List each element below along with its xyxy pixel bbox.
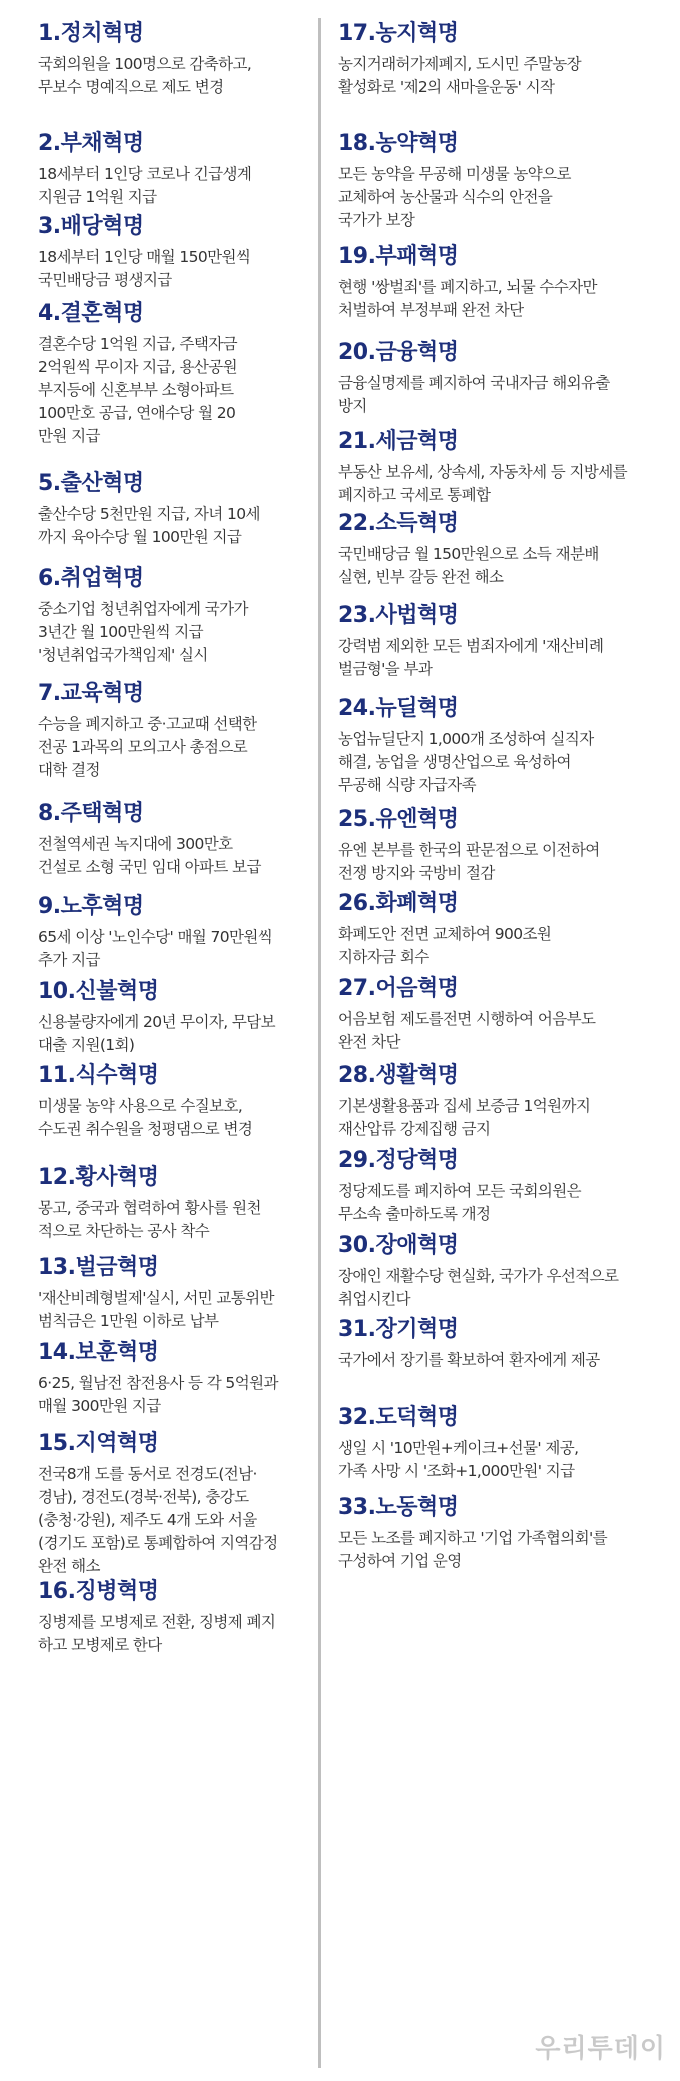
pledge-description: 18세부터 1인당 매월 150만원씩 국민배당금 평생지급 [38, 248, 251, 289]
pledge-item [338, 339, 668, 418]
pledge-title: 19.부패혁명 [338, 244, 459, 269]
pledge-description: 신용불량자에게 20년 무이자, 무담보 대출 지원(1회) [38, 1013, 276, 1054]
pledge-item [38, 1578, 308, 1657]
pledge-title: 8.주택혁명 [38, 801, 144, 826]
pledge-item [38, 1164, 308, 1243]
pledge-title: 11.식수혁명 [38, 1063, 159, 1088]
pledge-description: 결혼수당 1억원 지급, 주택자금 2억원씩 무이자 지급, 용산공원 부지등에 신혼부부 소형아파트 100만호 공급, 연애수당 월 20 만원 지급 [38, 335, 238, 445]
pledge-item [38, 1339, 308, 1418]
pledge-title: 24.뉴딜혁명 [338, 696, 459, 721]
pledge-title: 31.장기혁명 [338, 1317, 459, 1342]
pledge-description: 국가에서 장기를 확보하여 환자에게 제공 [338, 1351, 600, 1369]
pledge-title: 15.지역혁명 [38, 1431, 159, 1456]
pledge-title: 18.농약혁명 [338, 131, 459, 156]
pledge-item [338, 1316, 668, 1372]
pledge-title: 32.도덕혁명 [338, 1405, 459, 1430]
pledge-title: 9.노후혁명 [38, 894, 144, 919]
pledge-item [338, 1062, 668, 1141]
pledge-item [38, 680, 308, 782]
pledge-title: 7.교육혁명 [38, 681, 144, 706]
pledge-description: 징병제를 모병제로 전환, 징병제 폐지 하고 모병제로 한다 [38, 1613, 276, 1654]
pledge-item [38, 470, 308, 549]
pledge-item [338, 243, 668, 322]
pledge-item [338, 1494, 668, 1573]
pledge-description: 18세부터 1인당 코로나 긴급생계 지원금 1억원 지급 [38, 165, 252, 206]
pledge-item [338, 602, 668, 681]
pledge-title: 3.배당혁명 [38, 214, 144, 239]
pledge-description: 65세 이상 '노인수당' 매월 70만원씩 추가 지급 [38, 928, 273, 969]
watermark-logo: 우리투데이 [535, 2034, 666, 2064]
pledge-description: 중소기업 청년취업자에게 국가가 3년간 월 100만원씩 지급 '청년취업국가책임제' 실시 [38, 600, 248, 664]
pledge-item [338, 1232, 668, 1311]
pledge-description: 어음보험 제도를전면 시행하여 어음부도 완전 차단 [338, 1010, 596, 1051]
pledge-description: 농지거래허가제폐지, 도시민 주말농장 활성화로 '제2의 새마을운동' 시작 [338, 55, 581, 96]
pledge-title: 14.보훈혁명 [38, 1340, 159, 1365]
pledge-title: 16.징병혁명 [38, 1579, 159, 1604]
pledge-item [338, 695, 668, 797]
pledge-item [38, 300, 308, 448]
pledge-title: 10.신불혁명 [38, 979, 159, 1004]
pledge-description: 농업뉴딜단지 1,000개 조성하여 실직자 해결, 농업을 생명산업으로 육성하여 무공해 식량 자급자족 [338, 730, 594, 794]
pledge-description: 정당제도를 폐지하여 모든 국회의원은 무소속 출마하도록 개정 [338, 1182, 581, 1223]
pledge-description: 출산수당 5천만원 지급, 자녀 10세 까지 육아수당 월 100만원 지급 [38, 505, 260, 546]
pledge-description: 전국8개 도를 동서로 전경도(전남· 경남), 경전도(경북·전북), 충강도 (충청·강원), 제주도 4개 도와 서울 (경기도 포함)로 통폐합하여 지역감정 완전 해소 [38, 1465, 278, 1575]
pledge-description: 모든 농약을 무공해 미생물 농약으로 교체하여 농산물과 식수의 안전을 국가가 보장 [338, 165, 571, 229]
pledge-item [338, 130, 668, 232]
pledge-item [38, 130, 308, 209]
pledge-description: 생일 시 '10만원+케이크+선물' 제공, 가족 사망 시 '조화+1,000만원' 지급 [338, 1439, 579, 1480]
pledge-description: 전철역세권 녹지대에 300만호 건설로 소형 국민 임대 아파트 보급 [38, 835, 261, 876]
pledge-title: 22.소득혁명 [338, 511, 459, 536]
pledge-title: 27.어음혁명 [338, 976, 459, 1001]
pledge-description: 미생물 농약 사용으로 수질보호, 수도권 취수원을 청평댐으로 변경 [38, 1097, 253, 1138]
pledge-item [338, 1404, 668, 1483]
pledge-item [38, 20, 308, 99]
pledge-title: 20.금융혁명 [338, 340, 459, 365]
pledge-description: 국민배당금 월 150만원으로 소득 재분배 실현, 빈부 갈등 완전 해소 [338, 545, 599, 586]
pledge-item [38, 1062, 308, 1141]
pledge-title: 33.노동혁명 [338, 1495, 459, 1520]
pledge-description: 부동산 보유세, 상속세, 자동차세 등 지방세를 폐지하고 국세로 통폐합 [338, 463, 628, 504]
pledge-title: 1.정치혁명 [38, 21, 144, 46]
pledge-description: 모든 노조를 폐지하고 '기업 가족협의회'를 구성하여 기업 운영 [338, 1529, 607, 1570]
pledge-description: 화폐도안 전면 교체하여 900조원 지하자금 회수 [338, 925, 552, 966]
pledge-item [38, 893, 308, 972]
pledge-description: 수능을 폐지하고 중·고교때 선택한 전공 1과목의 모의고사 총점으로 대학 결정 [38, 715, 257, 779]
pledge-item [38, 213, 308, 292]
pledge-description: 몽고, 중국과 협력하여 황사를 원천 적으로 차단하는 공사 착수 [38, 1199, 261, 1240]
pledge-title: 4.결혼혁명 [38, 301, 144, 326]
pledge-description: 현행 '쌍벌죄'를 폐지하고, 뇌물 수수자만 처벌하여 부정부패 완전 차단 [338, 278, 597, 319]
pledge-item [338, 428, 668, 507]
pledge-description: 6·25, 월남전 참전용사 등 각 5억원과 매월 300만원 지급 [38, 1374, 278, 1415]
pledge-description: 금융실명제를 폐지하여 국내자금 해외유출 방지 [338, 374, 610, 415]
pledge-description: 기본생활용품과 집세 보증금 1억원까지 재산압류 강제집행 금지 [338, 1097, 591, 1138]
pledge-title: 30.장애혁명 [338, 1233, 459, 1258]
pledge-item [338, 510, 668, 589]
pledge-item [38, 800, 308, 879]
pledge-item [338, 806, 668, 885]
pledge-title: 5.출산혁명 [38, 471, 144, 496]
pledge-item [338, 890, 668, 969]
pledge-title: 23.사법혁명 [338, 603, 459, 628]
pledge-description: 강력범 제외한 모든 범죄자에게 '재산비례 벌금형'을 부과 [338, 637, 604, 678]
pledge-description: '재산비례형벌제'실시, 서민 교통위반 범칙금은 1만원 이하로 납부 [38, 1289, 274, 1330]
pledge-item [38, 978, 308, 1057]
pledge-title: 26.화폐혁명 [338, 891, 459, 916]
pledge-title: 29.정당혁명 [338, 1148, 459, 1173]
pledge-item [38, 1254, 308, 1333]
pledge-title: 25.유엔혁명 [338, 807, 459, 832]
pledge-description: 국회의원을 100명으로 감축하고, 무보수 명예직으로 제도 변경 [38, 55, 252, 96]
pledge-item [38, 1430, 308, 1578]
pledge-title: 2.부채혁명 [38, 131, 144, 156]
column-divider [318, 18, 321, 2068]
pledge-title: 28.생활혁명 [338, 1063, 459, 1088]
pledge-item [338, 975, 668, 1054]
pledge-description: 장애인 재활수당 현실화, 국가가 우선적으로 취업시킨다 [338, 1267, 619, 1308]
pledge-title: 12.황사혁명 [38, 1165, 159, 1190]
pledge-title: 21.세금혁명 [338, 429, 459, 454]
pledge-item [38, 565, 308, 667]
pledge-title: 17.농지혁명 [338, 21, 459, 46]
pledge-title: 13.벌금혁명 [38, 1255, 159, 1280]
pledge-title: 6.취업혁명 [38, 566, 144, 591]
pledge-item [338, 20, 668, 99]
pledge-description: 유엔 본부를 한국의 판문점으로 이전하여 전쟁 방지와 국방비 절감 [338, 841, 600, 882]
pledge-item [338, 1147, 668, 1226]
